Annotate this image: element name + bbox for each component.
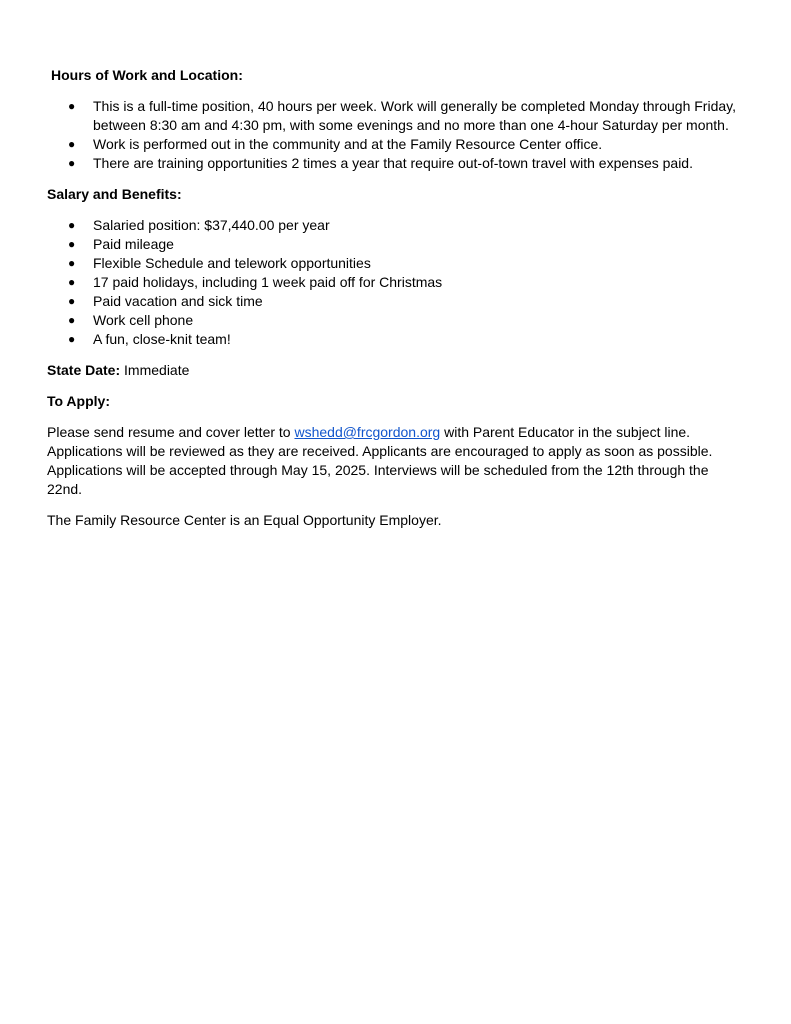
start-date-label: State Date:	[47, 362, 121, 378]
list-item-text: Work is performed out in the community and at the Family Resource Center office.	[93, 136, 603, 152]
bullet-icon: ●	[68, 218, 76, 232]
list-item	[47, 216, 747, 235]
list-item-text: Salaried position: $37,440.00 per year	[93, 217, 330, 233]
list-item	[47, 235, 747, 254]
document-page	[47, 66, 747, 542]
hours-list	[47, 97, 747, 173]
list-item	[47, 254, 747, 273]
bullet-icon: ●	[68, 99, 76, 113]
apply-paragraph	[47, 423, 747, 499]
bullet-icon: ●	[68, 313, 76, 327]
salary-heading: Salary and Benefits:	[47, 186, 182, 202]
start-date-value: Immediate	[120, 362, 190, 378]
apply-text-before: Please send resume and cover letter to	[47, 424, 295, 440]
list-item	[47, 154, 747, 173]
list-item	[47, 292, 747, 311]
list-item	[47, 135, 747, 154]
list-item	[47, 330, 747, 349]
salary-list	[47, 216, 747, 349]
list-item-text: 17 paid holidays, including 1 week paid off for Christmas	[93, 274, 443, 290]
list-item-text: Work cell phone	[93, 312, 194, 328]
bullet-icon: ●	[68, 237, 76, 251]
list-item-text: Flexible Schedule and telework opportunities	[93, 255, 371, 271]
bullet-icon: ●	[68, 156, 76, 170]
closing-statement: The Family Resource Center is an Equal Opportunity Employer.	[47, 512, 442, 528]
email-link[interactable]: wshedd@frcgordon.org	[294, 424, 441, 440]
list-item	[47, 97, 747, 135]
list-item-text: Paid vacation and sick time	[93, 293, 263, 309]
bullet-icon: ●	[68, 332, 76, 346]
bullet-icon: ●	[68, 256, 76, 270]
list-item-text: Paid mileage	[93, 236, 174, 252]
bullet-icon: ●	[68, 294, 76, 308]
list-item-text: There are training opportunities 2 times a year that require out-of-town travel with expenses paid.	[93, 155, 693, 171]
list-item	[47, 273, 747, 292]
start-date-line	[47, 361, 747, 380]
apply-heading: To Apply:	[47, 393, 110, 409]
apply-text-after: with Parent Educator in the subject line. Applications will be reviewed as they are received. Applicants are encouraged to apply as soon as possible. Applications will be accepted through May 15, 2025. Interviews will be scheduled from the 12th through the 22nd.	[47, 424, 713, 497]
list-item-text: This is a full-time position, 40 hours per week. Work will generally be completed Monday through Friday, between 8:30 am and 4:30 pm, with some evenings and no more than one 4-hour Saturday per month.	[93, 98, 736, 133]
hours-heading: Hours of Work and Location:	[51, 67, 243, 83]
list-item-text: A fun, close-knit team!	[93, 331, 231, 347]
list-item	[47, 311, 747, 330]
bullet-icon: ●	[68, 137, 76, 151]
bullet-icon: ●	[68, 275, 76, 289]
